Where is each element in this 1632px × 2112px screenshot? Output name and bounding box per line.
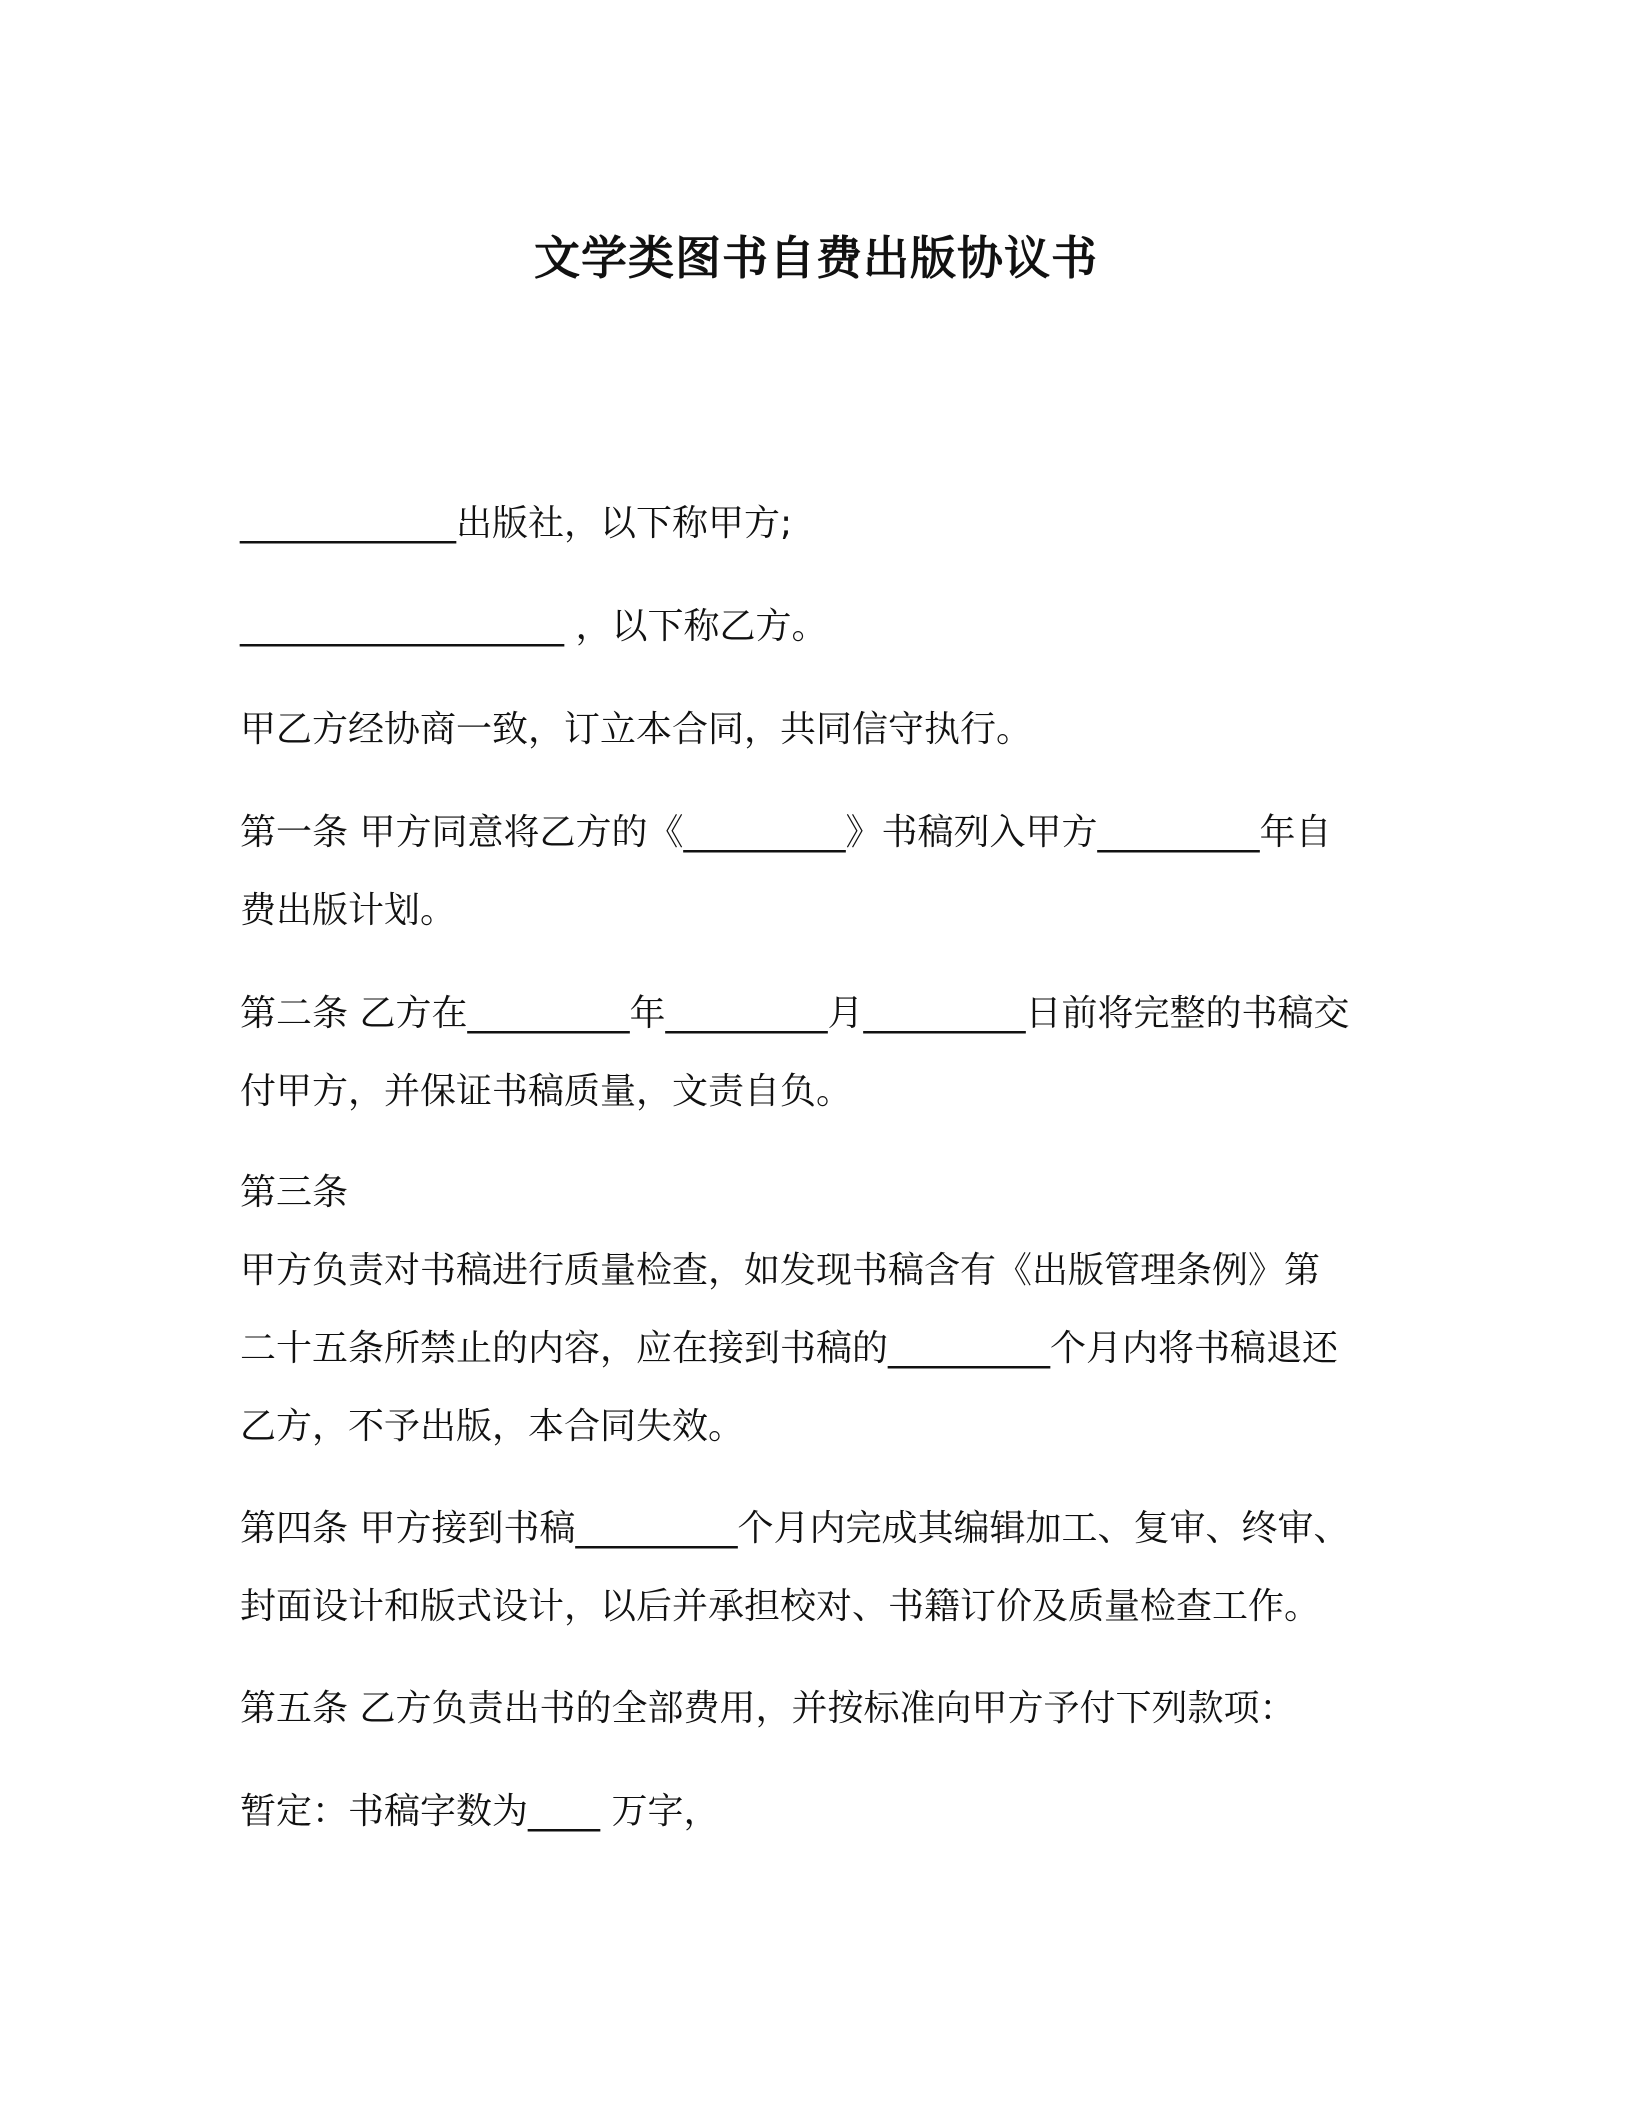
article-3-line-3: 乙方，不予出版，本合同失效。	[240, 1406, 745, 1447]
party-a-line: ____________出版社，以下称甲方;	[240, 503, 793, 544]
article-2-line-1: 第二条 乙方在_________年_________月_________日前将完整的书稿交	[240, 993, 1350, 1034]
article-3-heading: 第三条	[240, 1172, 349, 1213]
article-1-line-1: 第一条 甲方同意将乙方的《_________》书稿列入甲方_________年自	[240, 812, 1332, 853]
document-title: 文学类图书自费出版协议书	[534, 231, 1098, 285]
article-3-line-1: 甲方负责对书稿进行质量检查，如发现书稿含有《出版管理条例》第	[240, 1250, 1321, 1291]
article-3-line-2: 二十五条所禁止的内容，应在接到书稿的_________个月内将书稿退还	[240, 1328, 1339, 1369]
preamble-line: 甲乙方经协商一致，订立本合同，共同信守执行。	[240, 709, 1033, 750]
article-4-line-2: 封面设计和版式设计，以后并承担校对、书籍订价及质量检查工作。	[240, 1586, 1321, 1627]
article-2-line-2: 付甲方，并保证书稿质量，文责自负。	[240, 1071, 853, 1112]
provisional-line: 暂定：书稿字数为____ 万字，	[240, 1791, 720, 1832]
party-b-line: __________________ ，以下称乙方。	[240, 606, 828, 647]
article-4-line-1: 第四条 甲方接到书稿_________个月内完成其编辑加工、复审、终审、	[240, 1508, 1350, 1549]
article-1-line-2: 费出版计划。	[240, 890, 457, 931]
article-5-line-1: 第五条 乙方负责出书的全部费用，并按标准向甲方予付下列款项：	[240, 1688, 1296, 1729]
